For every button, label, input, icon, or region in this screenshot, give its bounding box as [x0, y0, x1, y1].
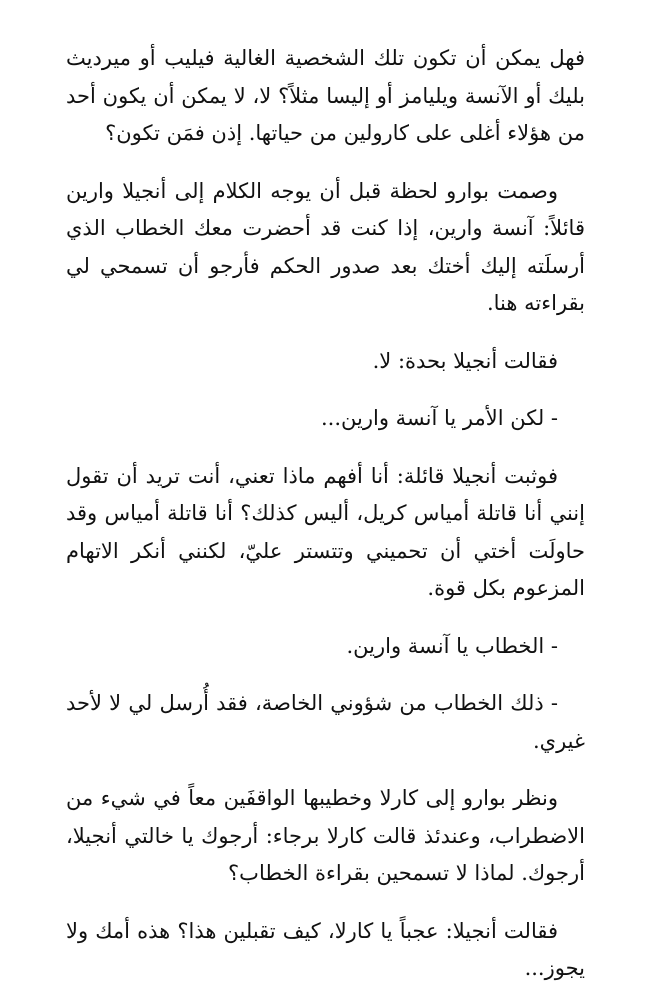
paragraph-4: - لكن الأمر يا آنسة وارين...	[321, 406, 558, 430]
paragraph-8: ونظر بوارو إلى كارلا وخطيبها الواقفَين معاً في شيء من الاضطراب، وعندئذ قالت كارلا برجاء: أرجوك يا خالتي أنجيلا، أرجوك. لماذا لا تسمحين بقراءة الخطاب؟	[66, 786, 585, 885]
paragraph-2: وصمت بوارو لحظة قبل أن يوجه الكلام إلى أنجيلا وارين قائلاً: آنسة وارين، إذا كنت قد أحضرت معك الخطاب الذي أرسلَته إليك أختك بعد صدور الحكم فأرجو أن تسمحي لي بقراءته هنا.	[66, 178, 585, 315]
paragraph-5: فوثبت أنجيلا قائلة: أنا أفهم ماذا تعني، أنت تريد أن تقول إنني أنا قاتلة أمياس كريل، أليس كذلك؟ أنا قاتلة أمياس وقد حاولَت أختي أن تحميني وتتستر عليّ، لكنني أنكر الاتهام المزعوم بكل قوة.	[66, 463, 585, 600]
paragraph-7: - ذلك الخطاب من شؤوني الخاصة، فقد أُرسل لي لا لأحد غيري.	[66, 691, 585, 753]
paragraph-6: - الخطاب يا آنسة وارين.	[346, 633, 558, 658]
paragraph-3: فقالت أنجيلا بحدة: لا.	[372, 348, 558, 373]
paragraph-1: فهل يمكن أن تكون تلك الشخصية الغالية فيليب أو ميرديث بليك أو الآنسة ويليامز أو إليسا مثلاً؟ لا، لا يمكن أن يكون أحد من هؤلاء أغلى على كارولين من حياتها. إذن فمَن تكون؟	[66, 46, 585, 145]
paragraph-9: فقالت أنجيلا: عجباً يا كارلا، كيف تقبلين هذا؟ هذه أمك ولا يجوز...	[66, 918, 585, 980]
